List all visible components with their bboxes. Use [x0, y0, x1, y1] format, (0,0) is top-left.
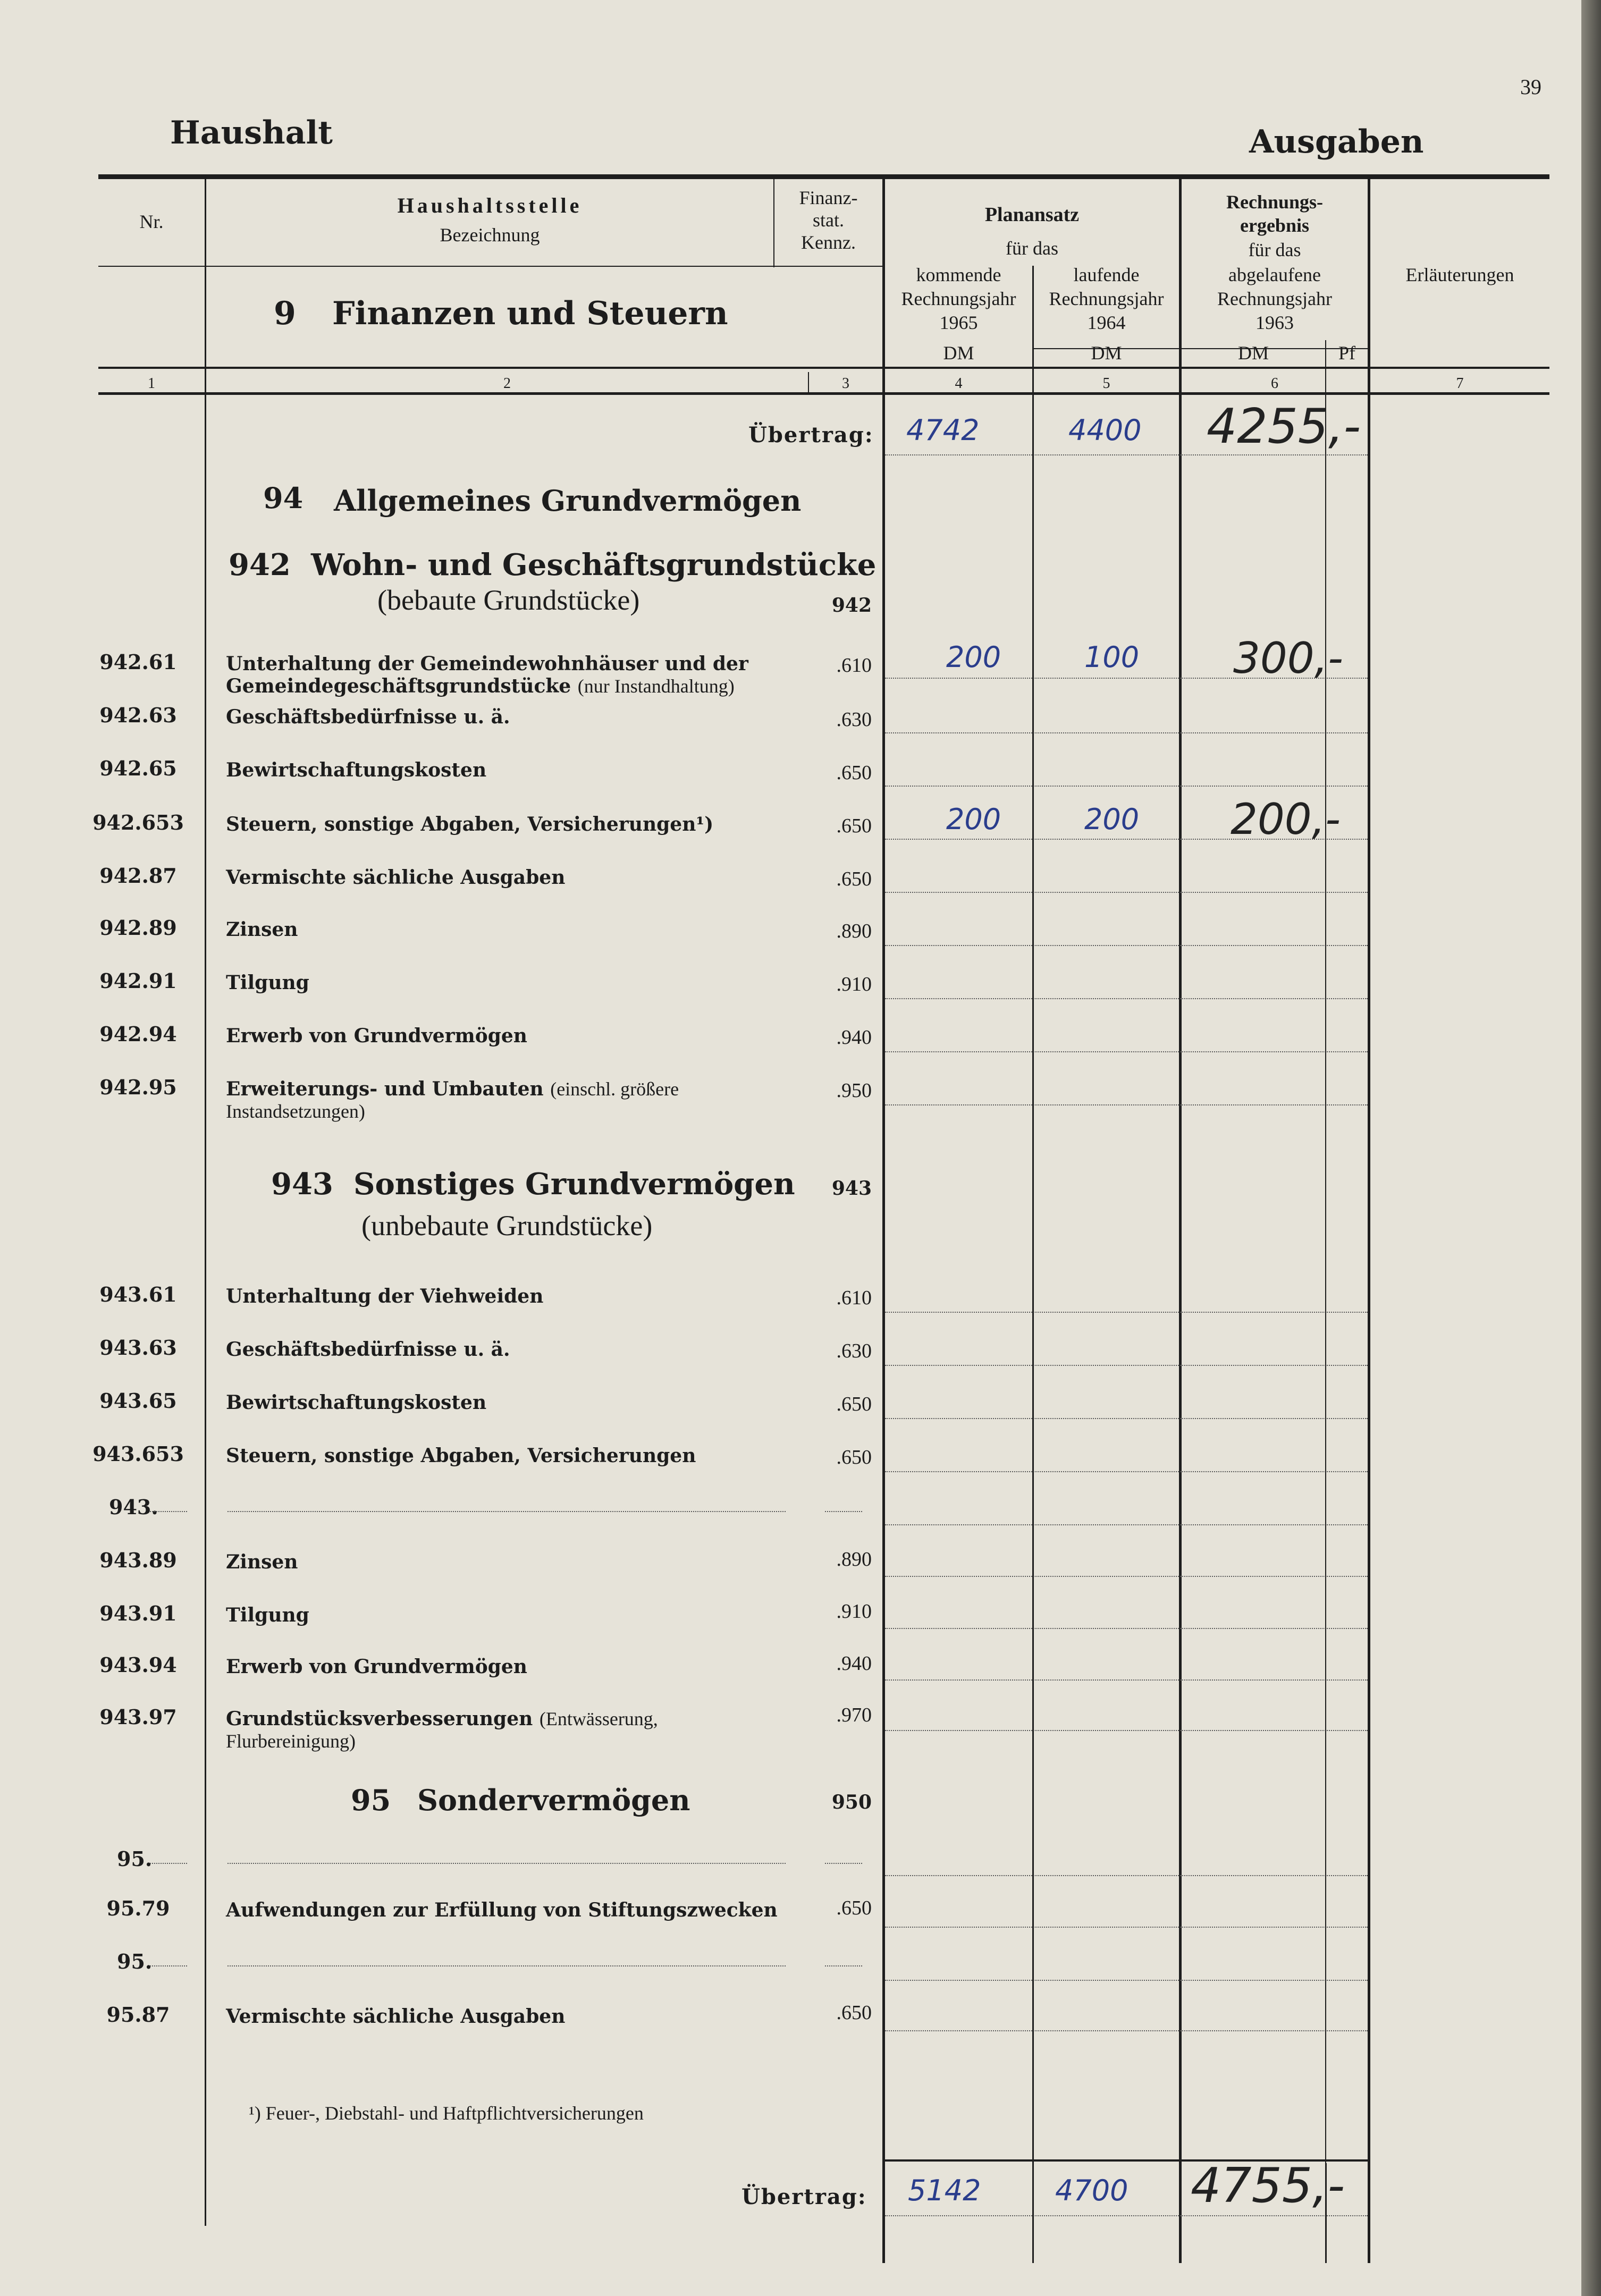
row-line-943-63	[885, 1365, 1368, 1366]
row-nr-dots-95-blank-1	[150, 1863, 187, 1864]
row-kenn-942-65: .650	[836, 762, 872, 784]
col-num-4: 4	[955, 375, 963, 392]
col-num-6: 6	[1271, 375, 1278, 392]
row-942-653-1963: 200,-	[1231, 795, 1341, 844]
col-kommende-dm: DM	[943, 342, 974, 364]
col-kommende-rj: Rechnungsjahr	[901, 288, 1016, 309]
section-94-number: 94	[263, 481, 304, 515]
section-943-number: 943	[271, 1167, 333, 1202]
col-line-nr	[205, 174, 206, 2226]
col-result-header-1: Rechnungs-	[1226, 191, 1324, 213]
row-942-653-1964: 200	[1084, 803, 1140, 836]
row-kenn-942-653: .650	[836, 815, 872, 837]
footnote: ¹) Feuer-, Diebstahl- und Haftpflichtversicherungen	[249, 2103, 644, 2124]
row-942-653-1965: 200	[946, 803, 1001, 836]
row-desc-943-89: Zinsen	[226, 1551, 298, 1573]
row-desc-943-97: Grundstücksverbesserungen (Entwässerung, Flurbereinigung)	[226, 1708, 658, 1752]
row-nr-943-89: 943.89	[99, 1548, 177, 1572]
row-line-95-87	[885, 2030, 1368, 2031]
row-line-942-91	[885, 998, 1368, 999]
row-nr-943-97: 943.97	[99, 1705, 177, 1729]
col-kenn-header-3: Kennz.	[801, 232, 856, 253]
row-desc-dots-95-blank-1	[227, 1863, 786, 1864]
row-kenn-942-61: .610	[836, 654, 872, 677]
col-erlaeuterungen: Erläuterungen	[1405, 264, 1514, 285]
col-num-5: 5	[1102, 375, 1110, 392]
row-desc-95-79: Aufwendungen zur Erfüllung von Stiftungszwecken	[226, 1899, 778, 1921]
section-942-kenn: 942	[831, 594, 872, 617]
row-942-61-1965: 200	[946, 640, 1001, 674]
row-desc-942-89: Zinsen	[226, 918, 298, 941]
col-num-2: 2	[503, 375, 511, 392]
row-942-61-1963: 300,-	[1233, 634, 1343, 683]
col-line-result-right	[1368, 174, 1370, 2263]
section-95-number: 95	[351, 1783, 391, 1817]
row-desc-943-63: Geschäftsbedürfnisse u. ä.	[226, 1338, 510, 1361]
row-nr-942-61: 942.61	[99, 650, 177, 674]
row-nr-942-87: 942.87	[99, 864, 177, 888]
col-laufende-year: 1964	[1087, 312, 1126, 333]
col-abgelaufene-dm: DM	[1237, 342, 1269, 364]
row-kenn-942-95: .950	[836, 1079, 872, 1102]
col-line-result-left	[1179, 174, 1182, 2263]
row-line-943-94	[885, 1679, 1368, 1681]
row-desc-943-94: Erwerb von Grundvermögen	[226, 1656, 527, 1678]
row-line-943-61	[885, 1312, 1368, 1313]
col-laufende-rj: Rechnungsjahr	[1049, 288, 1164, 309]
header-haushalt: Haushalt	[170, 114, 333, 151]
row-nr-943-61: 943.61	[99, 1282, 177, 1306]
carry-out-1963: 4755,-	[1191, 2158, 1345, 2214]
col-haushaltsstelle-header: Haushaltsstelle	[397, 193, 583, 217]
row-line-943-89	[885, 1576, 1368, 1577]
row-line-942-65	[885, 786, 1368, 787]
row-desc-942-63: Geschäftsbedürfnisse u. ä.	[226, 706, 510, 728]
row-nr-942-63: 942.63	[99, 703, 177, 727]
row-desc-942-61: Unterhaltung der Gemeindewohnhäuser und der Gemeindegeschäftsgrundstücke (nur Instandhaltung)	[226, 653, 748, 697]
row-kenn-943-65: .650	[836, 1393, 872, 1415]
col-bezeichnung-header: Bezeichnung	[440, 224, 540, 246]
row-kenn-943-61: .610	[836, 1287, 872, 1309]
row-kenn-943-63: .630	[836, 1340, 872, 1362]
row-desc-dots-95-blank-2	[227, 1965, 786, 1966]
uebertrag-label-top: Übertrag:	[748, 423, 874, 448]
row-desc-95-87: Vermischte sächliche Ausgaben	[226, 2005, 566, 2028]
carry-in-1963: 4255,-	[1207, 399, 1361, 454]
col-plan-sub: für das	[1006, 238, 1058, 259]
col-abgelaufene-pf: Pf	[1338, 342, 1355, 364]
row-line-943-blank	[885, 1524, 1368, 1525]
row-kenn-942-91: .910	[836, 973, 872, 995]
carry-out-1964: 4700	[1055, 2174, 1128, 2207]
row-line-942-89	[885, 945, 1368, 946]
col-num-3: 3	[842, 375, 849, 392]
row-nr-95-79: 95.79	[106, 1896, 170, 1920]
row-nr-942-89: 942.89	[99, 916, 177, 940]
row-desc-942-95: Erweiterungs- und Umbauten (einschl. größere Instandsetzungen)	[226, 1078, 679, 1122]
row-kenn-943-94: .940	[836, 1652, 872, 1675]
row-desc-942-91: Tilgung	[226, 972, 309, 994]
section-94-title: Allgemeines Grundvermögen	[334, 484, 802, 518]
page-number: 39	[1520, 75, 1541, 99]
row-kenn-943-91: .910	[836, 1600, 872, 1623]
row-nr-943-94: 943.94	[99, 1653, 177, 1677]
col-laufende-dm: DM	[1091, 342, 1122, 364]
section-95-kenn: 950	[831, 1791, 872, 1813]
row-line-95-79	[885, 1927, 1368, 1928]
row-line-942-63	[885, 732, 1368, 733]
carry-out-line	[885, 2215, 1368, 2216]
row-desc-942-653: Steuern, sonstige Abgaben, Versicherungen¹)	[226, 813, 714, 835]
row-kenn-dots-95-blank-2	[825, 1965, 862, 1966]
row-nr-95-87: 95.87	[106, 2003, 170, 2027]
row-desc-942-94: Erwerb von Grundvermögen	[226, 1025, 527, 1047]
row-line-943-653	[885, 1471, 1368, 1472]
row-nr-942-94: 942.94	[99, 1022, 177, 1046]
row-nr-942-95: 942.95	[99, 1075, 177, 1099]
section-943-title: Sonstiges Grundvermögen	[353, 1167, 795, 1202]
carry-in-1965: 4742	[906, 413, 980, 447]
row-nr-943-653: 943.653	[92, 1442, 184, 1466]
col-num-1: 1	[148, 375, 155, 392]
row-nr-dots-943-blank	[150, 1511, 187, 1512]
row-kenn-943-97: .970	[836, 1704, 872, 1726]
carry-out-1965: 5142	[908, 2174, 981, 2207]
row-desc-942-65: Bewirtschaftungskosten	[226, 759, 487, 781]
chapter-title: Finanzen und Steuern	[332, 295, 728, 332]
row-nr-942-65: 942.65	[99, 756, 177, 780]
row-nr-95-blank-2: 95.	[117, 1949, 153, 1973]
col-result-header-2: ergebnis	[1240, 215, 1309, 236]
row-kenn-95-87: .650	[836, 2002, 872, 2024]
row-line-95-blank-1	[885, 1875, 1368, 1876]
col-kenn-header-1: Finanz-	[799, 187, 858, 208]
row-line-943-91	[885, 1628, 1368, 1629]
section-942-sub: (bebaute Grundstücke)	[377, 584, 640, 616]
row-nr-943-63: 943.63	[99, 1336, 177, 1360]
section-943-sub: (unbebaute Grundstücke)	[361, 1210, 653, 1242]
row-line-943-97	[885, 1730, 1368, 1731]
section-942-number: 942	[229, 547, 291, 583]
row-kenn-942-87: .650	[836, 868, 872, 890]
row-line-943-65	[885, 1418, 1368, 1419]
row-line-942-95	[885, 1104, 1368, 1105]
row-kenn-942-63: .630	[836, 708, 872, 731]
row-kenn-942-94: .940	[836, 1026, 872, 1049]
row-kenn-dots-95-blank-1	[825, 1863, 862, 1864]
header-ausgaben: Ausgaben	[1249, 123, 1424, 161]
row-line-942-653	[885, 839, 1368, 840]
row-desc-943-653: Steuern, sonstige Abgaben, Versicherungen	[226, 1445, 696, 1467]
row-nr-95-blank-1: 95.	[117, 1847, 153, 1871]
rule-header-mid	[98, 266, 885, 267]
row-nr-942-91: 942.91	[99, 969, 177, 993]
row-desc-943-91: Tilgung	[226, 1604, 309, 1626]
section-943-kenn: 943	[831, 1177, 872, 1200]
row-nr-dots-95-blank-2	[150, 1965, 187, 1966]
row-nr-943-65: 943.65	[99, 1389, 177, 1413]
row-kenn-943-653: .650	[836, 1446, 872, 1468]
col-kommende: kommende	[916, 264, 1001, 285]
col-line-plan-left	[882, 174, 885, 2263]
col-nr-header: Nr.	[139, 211, 164, 232]
col-line-plan-mid	[1032, 266, 1034, 2263]
row-nr-943-blank: 943.	[109, 1495, 158, 1519]
col-plan-header: Planansatz	[984, 204, 1080, 226]
row-desc-dots-943-blank	[227, 1511, 786, 1512]
col-result-header-3: für das	[1248, 239, 1301, 260]
col-abgelaufene-year: 1963	[1255, 312, 1294, 333]
col-num-7: 7	[1456, 375, 1464, 392]
row-line-95-blank-2	[885, 1980, 1368, 1981]
row-desc-942-87: Vermischte sächliche Ausgaben	[226, 866, 566, 889]
uebertrag-label-bottom: Übertrag:	[741, 2184, 867, 2209]
row-line-942-87	[885, 892, 1368, 893]
col-kommende-year: 1965	[939, 312, 978, 333]
col-abgelaufene-rj: Rechnungsjahr	[1217, 288, 1332, 309]
row-942-61-1964: 100	[1084, 640, 1140, 674]
col-laufende: laufende	[1073, 264, 1140, 285]
col-abgelaufene: abgelaufene	[1228, 264, 1321, 285]
rule-header-bottom	[98, 367, 1549, 369]
row-desc-943-61: Unterhaltung der Viehweiden	[226, 1285, 544, 1307]
chapter-number: 9	[274, 295, 296, 332]
row-kenn-943-89: .890	[836, 1548, 872, 1571]
col-kenn-header-2: stat.	[813, 209, 844, 231]
row-nr-943-91: 943.91	[99, 1601, 177, 1625]
row-kenn-dots-943-blank	[825, 1511, 862, 1512]
section-942-title: Wohn- und Geschäftsgrundstücke	[311, 547, 877, 583]
row-line-942-61	[885, 678, 1368, 679]
row-line-942-94	[885, 1051, 1368, 1052]
col-line-pf	[1325, 340, 1326, 2190]
carry-in-1964: 4400	[1068, 413, 1142, 447]
row-nr-942-653: 942.653	[92, 811, 184, 834]
page-edge	[1581, 0, 1601, 2296]
rule-top	[98, 174, 1549, 179]
section-95-title: Sondervermögen	[417, 1783, 690, 1817]
carry-in-line	[885, 454, 1368, 455]
row-kenn-942-89: .890	[836, 920, 872, 942]
row-kenn-95-79: .650	[836, 1897, 872, 1919]
row-desc-943-65: Bewirtschaftungskosten	[226, 1391, 487, 1414]
